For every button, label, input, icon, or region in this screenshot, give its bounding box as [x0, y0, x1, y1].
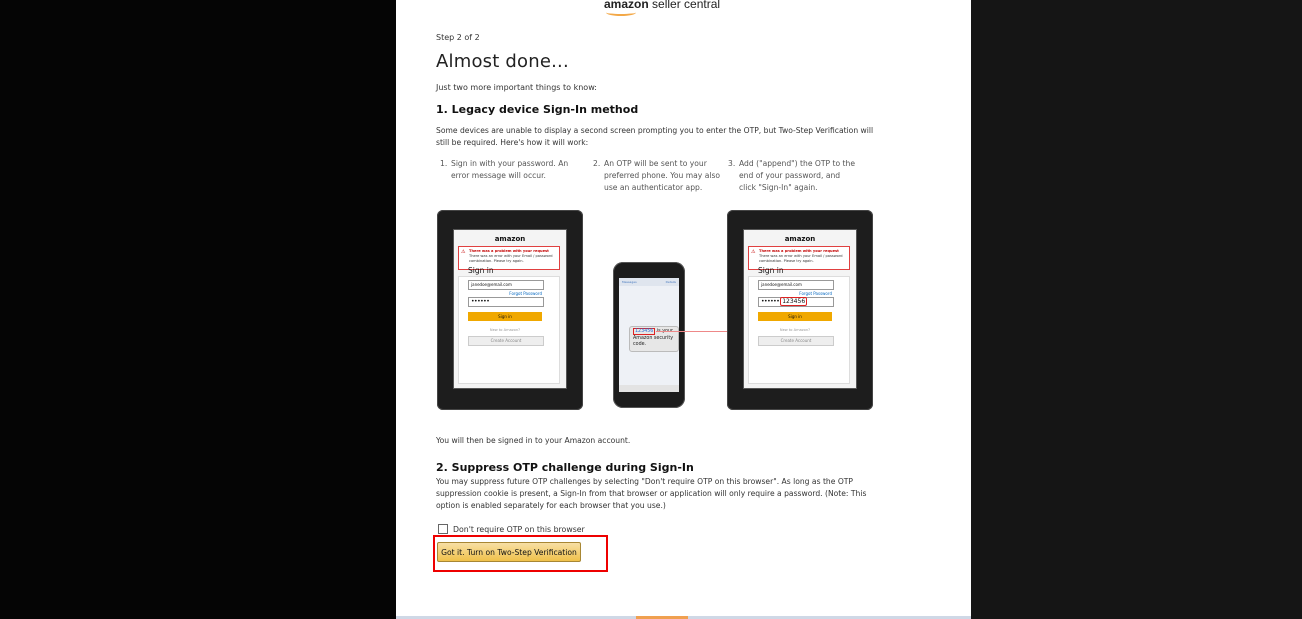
amazon-seller-central-logo: amazon seller central — [604, 0, 720, 12]
section1-body: Some devices are unable to display a second screen prompting you to enter the OTP, but Two-Step Verification will still be required. Here's how it will work: — [436, 126, 874, 147]
tablet-illustration-error — [437, 210, 583, 410]
error-box: ⚠ There was a problem with your request There was an error with your Email / password combination. Please try again. — [458, 246, 560, 270]
tablet-screen — [453, 229, 567, 389]
turn-on-two-step-verification-button[interactable]: Got it. Turn on Two-Step Verification — [437, 542, 581, 562]
phone-header: Messages Details — [619, 278, 679, 286]
otp-suppress-checkbox[interactable] — [438, 524, 448, 534]
section2-heading: 2. Suppress OTP challenge during Sign-In — [436, 461, 694, 474]
signin-button-illustration: Sign in — [468, 312, 542, 321]
otp-suppress-label[interactable]: Don't require OTP on this browser — [453, 524, 585, 534]
highlight-box — [433, 535, 608, 572]
signed-in-note: You will then be signed in to your Amazon account. — [436, 436, 631, 445]
new-to-amazon-text: New to Amazon? — [489, 328, 521, 332]
amazon-smile-icon — [606, 9, 636, 16]
right-background — [971, 0, 1302, 619]
create-account-button-illustration: Create Account — [758, 336, 834, 346]
email-field: janedoe@email.com — [758, 280, 834, 290]
warning-icon: ⚠ — [461, 249, 466, 255]
error-box: ⚠ There was a problem with your request There was an error with your Email / password combination. Please try again. — [748, 246, 850, 270]
step-indicator: Step 2 of 2 — [436, 33, 480, 42]
phone-message-bar — [619, 385, 679, 392]
instruction-3: 3. Add ("append") the OTP to the end of your password, and click "Sign-In" again. — [728, 159, 856, 192]
create-account-button-illustration: Create Account — [468, 336, 544, 346]
forgot-password-link: Forgot Password — [799, 291, 832, 296]
tablet-illustration-append — [727, 210, 873, 410]
email-field: janedoe@email.com — [468, 280, 544, 290]
sms-bubble: 123456 Amazon security code. — [629, 326, 679, 352]
tablet-screen — [743, 229, 857, 389]
password-field: •••••• — [468, 297, 544, 307]
signin-title: Sign in — [468, 266, 494, 275]
tablet-amazon-logo: amazon — [784, 235, 816, 243]
appended-otp: 123456 — [782, 298, 806, 305]
instruction-1: 1. Sign in with your password. An error message will occur. — [440, 159, 569, 180]
intro-text: Just two more important things to know: — [436, 83, 597, 92]
section2-body: You may suppress future OTP challenges by selecting "Don't require OTP on this browser". As long as the OTP suppression cookie is present, a Sign-In from that browser or application will only require a password. (Note: This option is enabled separately for each browser that you use.) — [436, 477, 867, 510]
warning-icon: ⚠ — [751, 249, 756, 255]
password-field-with-otp: •••••• 123456 — [758, 297, 834, 307]
phone-screen — [619, 278, 679, 392]
page-title: Almost done... — [436, 51, 569, 72]
main-page — [396, 0, 971, 619]
signin-button-illustration: Sign in — [758, 312, 832, 321]
left-background — [0, 0, 396, 619]
phone-illustration — [613, 262, 685, 408]
new-to-amazon-text: New to Amazon? — [779, 328, 811, 332]
section1-heading: 1. Legacy device Sign-In method — [436, 103, 639, 116]
tablet-amazon-logo: amazon — [494, 235, 526, 243]
otp-suppress-checkbox-row[interactable] — [438, 524, 585, 534]
instruction-2: 2. An OTP will be sent to your preferred phone. You may also use an authenticator app. — [593, 159, 721, 192]
signin-title: Sign in — [758, 266, 784, 275]
forgot-password-link: Forgot Password — [509, 291, 542, 296]
